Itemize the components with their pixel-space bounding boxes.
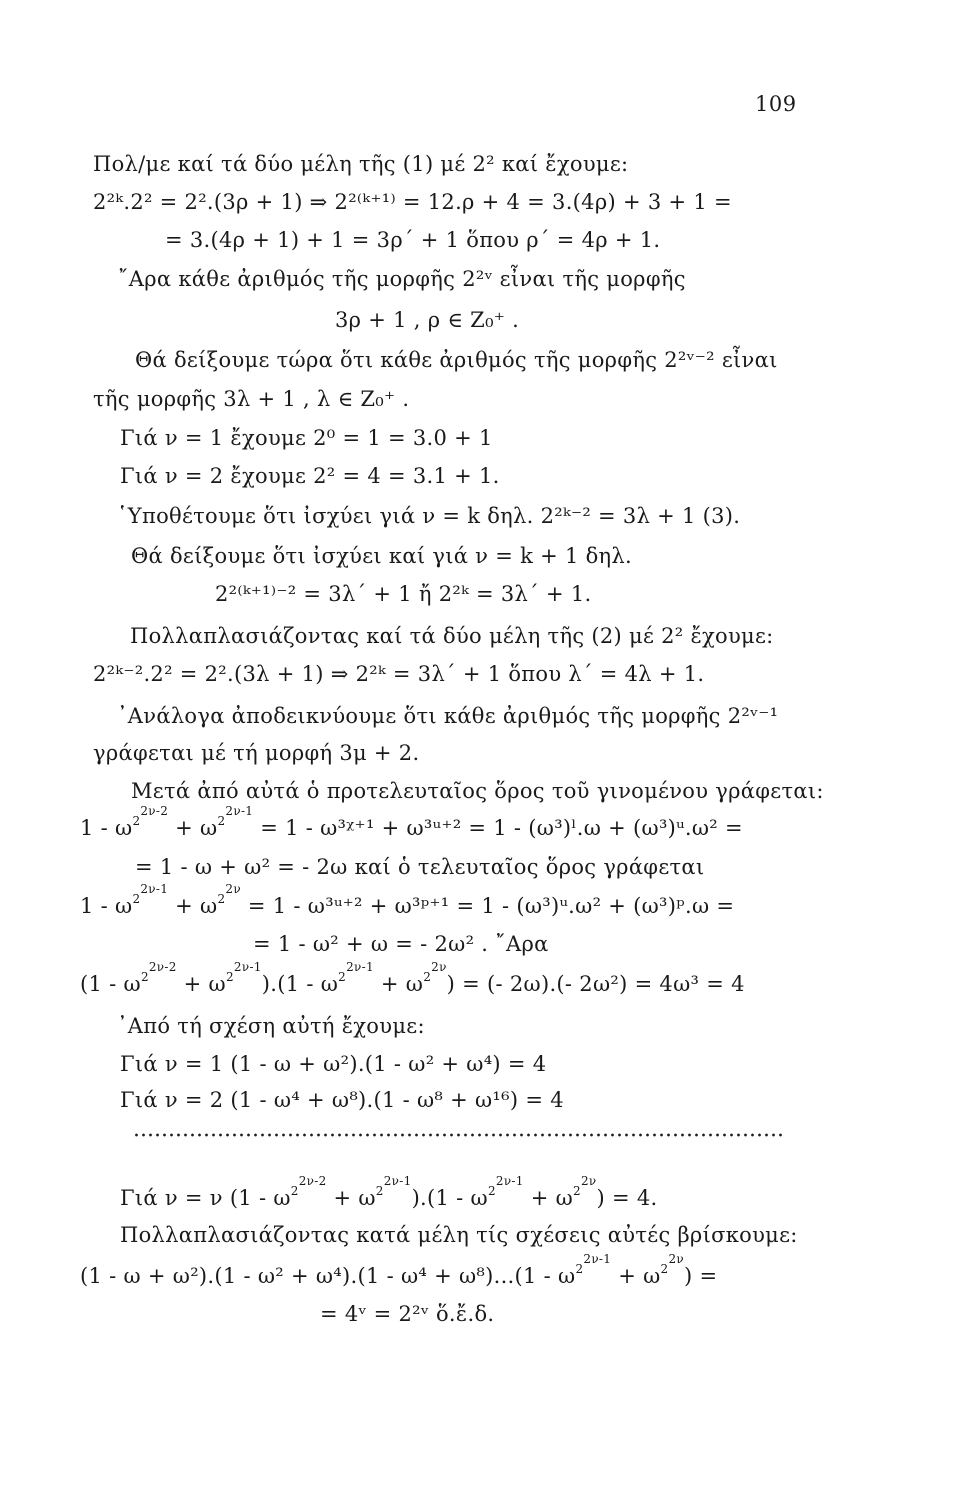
text-line: Γιά ν = 1 ἔχουμε 2⁰ = 1 = 3.0 + 1 <box>120 426 493 450</box>
equation-line: = 1 - ω + ω² = - 2ω καί ὁ τελευταῖος ὅρος γράφεται <box>135 855 705 879</box>
text-line: ῎Αρα κάθε ἀριθμός τῆς μορφῆς 2²ᵛ εἶναι τῆς μορφῆς <box>118 267 686 291</box>
equation-line: Γιά ν = 1 (1 - ω + ω²).(1 - ω² + ω⁴) = 4 <box>120 1052 547 1076</box>
text-line: Θά δείξουμε ὅτι ἰσχύει καί γιά ν = k + 1 δηλ. <box>131 544 633 568</box>
equation-line: $1 - \omega^{2^{2\nu-2}} + \omega^{2^{2\nu-1}} = 1$ - ω³ᵡ⁺¹ + ω³ᵘ⁺² = 1 - (ω³)ˡ.ω + (ω³)ᵘ.ω² = <box>80 804 743 840</box>
text-line: Γιά ν = 2 ἔχουμε 2² = 4 = 3.1 + 1. <box>120 464 500 488</box>
text-line: ᾿Ανάλογα ἀποδεικνύουμε ὅτι κάθε ἀριθμός τῆς μορφῆς 2²ᵛ⁻¹ <box>117 704 779 728</box>
equation-line: 2²ᵏ.2² = 2².(3ρ + 1) ⇒ 2²⁽ᵏ⁺¹⁾ = 12.ρ + 4 = 3.(4ρ) + 3 + 1 = <box>93 190 732 214</box>
text-line: Πολλαπλασιάζοντας κατά μέλη τίς σχέσεις αὐτές βρίσκουμε: <box>120 1223 798 1247</box>
equation-line: $(1 - \omega^{2^{2\nu-2}} + \omega^{2^{2\nu-1}}).(1 - \omega^{2^{2\nu-1}} + \omega^{2^{2\nu}})$ = (- 2ω).(- 2ω²) = 4ω³ = 4 <box>80 960 745 996</box>
equation-line: = 1 - ω² + ω = - 2ω² . ῎Αρα <box>253 932 549 956</box>
text-line: ῾Υποθέτουμε ὅτι ἰσχύει γιά ν = k δηλ. 2²ᵏ⁻² = 3λ + 1 (3). <box>117 504 741 528</box>
equation-line: 2²ᵏ⁻².2² = 2².(3λ + 1) ⇒ 2²ᵏ = 3λ΄ + 1 ὅπου λ΄ = 4λ + 1. <box>93 662 705 686</box>
text-line: Θά δείξουμε τώρα ὅτι κάθε ἀριθμός τῆς μορφῆς 2²ᵛ⁻² εἶναι <box>135 348 778 372</box>
text-line: Μετά ἀπό αὐτά ὁ προτελευταῖος ὅρος τοῦ γινομένου γράφεται: <box>131 779 824 803</box>
dotted-separator <box>133 1133 783 1137</box>
text-line: ᾿Από τή σχέση αὐτή ἔχουμε: <box>117 1014 425 1038</box>
equation-line: = 3.(4ρ + 1) + 1 = 3ρ΄ + 1 ὅπου ρ΄ = 4ρ + 1. <box>165 228 661 252</box>
text-line: Πολλαπλασιάζοντας καί τά δύο μέλη τῆς (2) μέ 2² ἔχουμε: <box>130 624 774 648</box>
text-line: Πολ/με καί τά δύο μέλη τῆς (1) μέ 2² καί ἔχουμε: <box>93 152 629 176</box>
text-line: γράφεται μέ τή μορφή 3μ + 2. <box>93 741 420 765</box>
equation-line: 2²⁽ᵏ⁺¹⁾⁻² = 3λ΄ + 1 ἤ 2²ᵏ = 3λ΄ + 1. <box>215 582 592 606</box>
equation-line: Γιά ν = ν $(1 - \omega^{2^{2\nu-2}} + \omega^{2^{2\nu-1}}).(1 - \omega^{2^{2\nu-1}} + \omega^{2^{2\nu}}) = 4$. <box>120 1174 658 1210</box>
text-line: τῆς μορφῆς 3λ + 1 , λ ∈ Z₀⁺ . <box>93 387 410 411</box>
equation-line: 3ρ + 1 , ρ ∈ Z₀⁺ . <box>335 308 520 332</box>
equation-line: $1 - \omega^{2^{2\nu-1}} + \omega^{2^{2\nu}} = 1$ - ω³ᵘ⁺² + ω³ᵖ⁺¹ = 1 - (ω³)ᵘ.ω² + (ω³)ᵖ.ω = <box>80 882 735 918</box>
equation-line: Γιά ν = 2 (1 - ω⁴ + ω⁸).(1 - ω⁸ + ω¹⁶) = 4 <box>120 1088 564 1112</box>
equation-line: $(1 - \omega + \omega^2).(1 - \omega^2 + \omega^4).(1 - \omega^4 + \omega^8)...(1 - \omega^{2^{2\nu-1}} + \omega^{2^{2\nu}})$ = <box>80 1252 718 1288</box>
equation-line: = 4ᵛ = 2²ᵛ ὅ.ἔ.δ. <box>320 1302 495 1326</box>
page-number: 109 <box>755 92 797 116</box>
